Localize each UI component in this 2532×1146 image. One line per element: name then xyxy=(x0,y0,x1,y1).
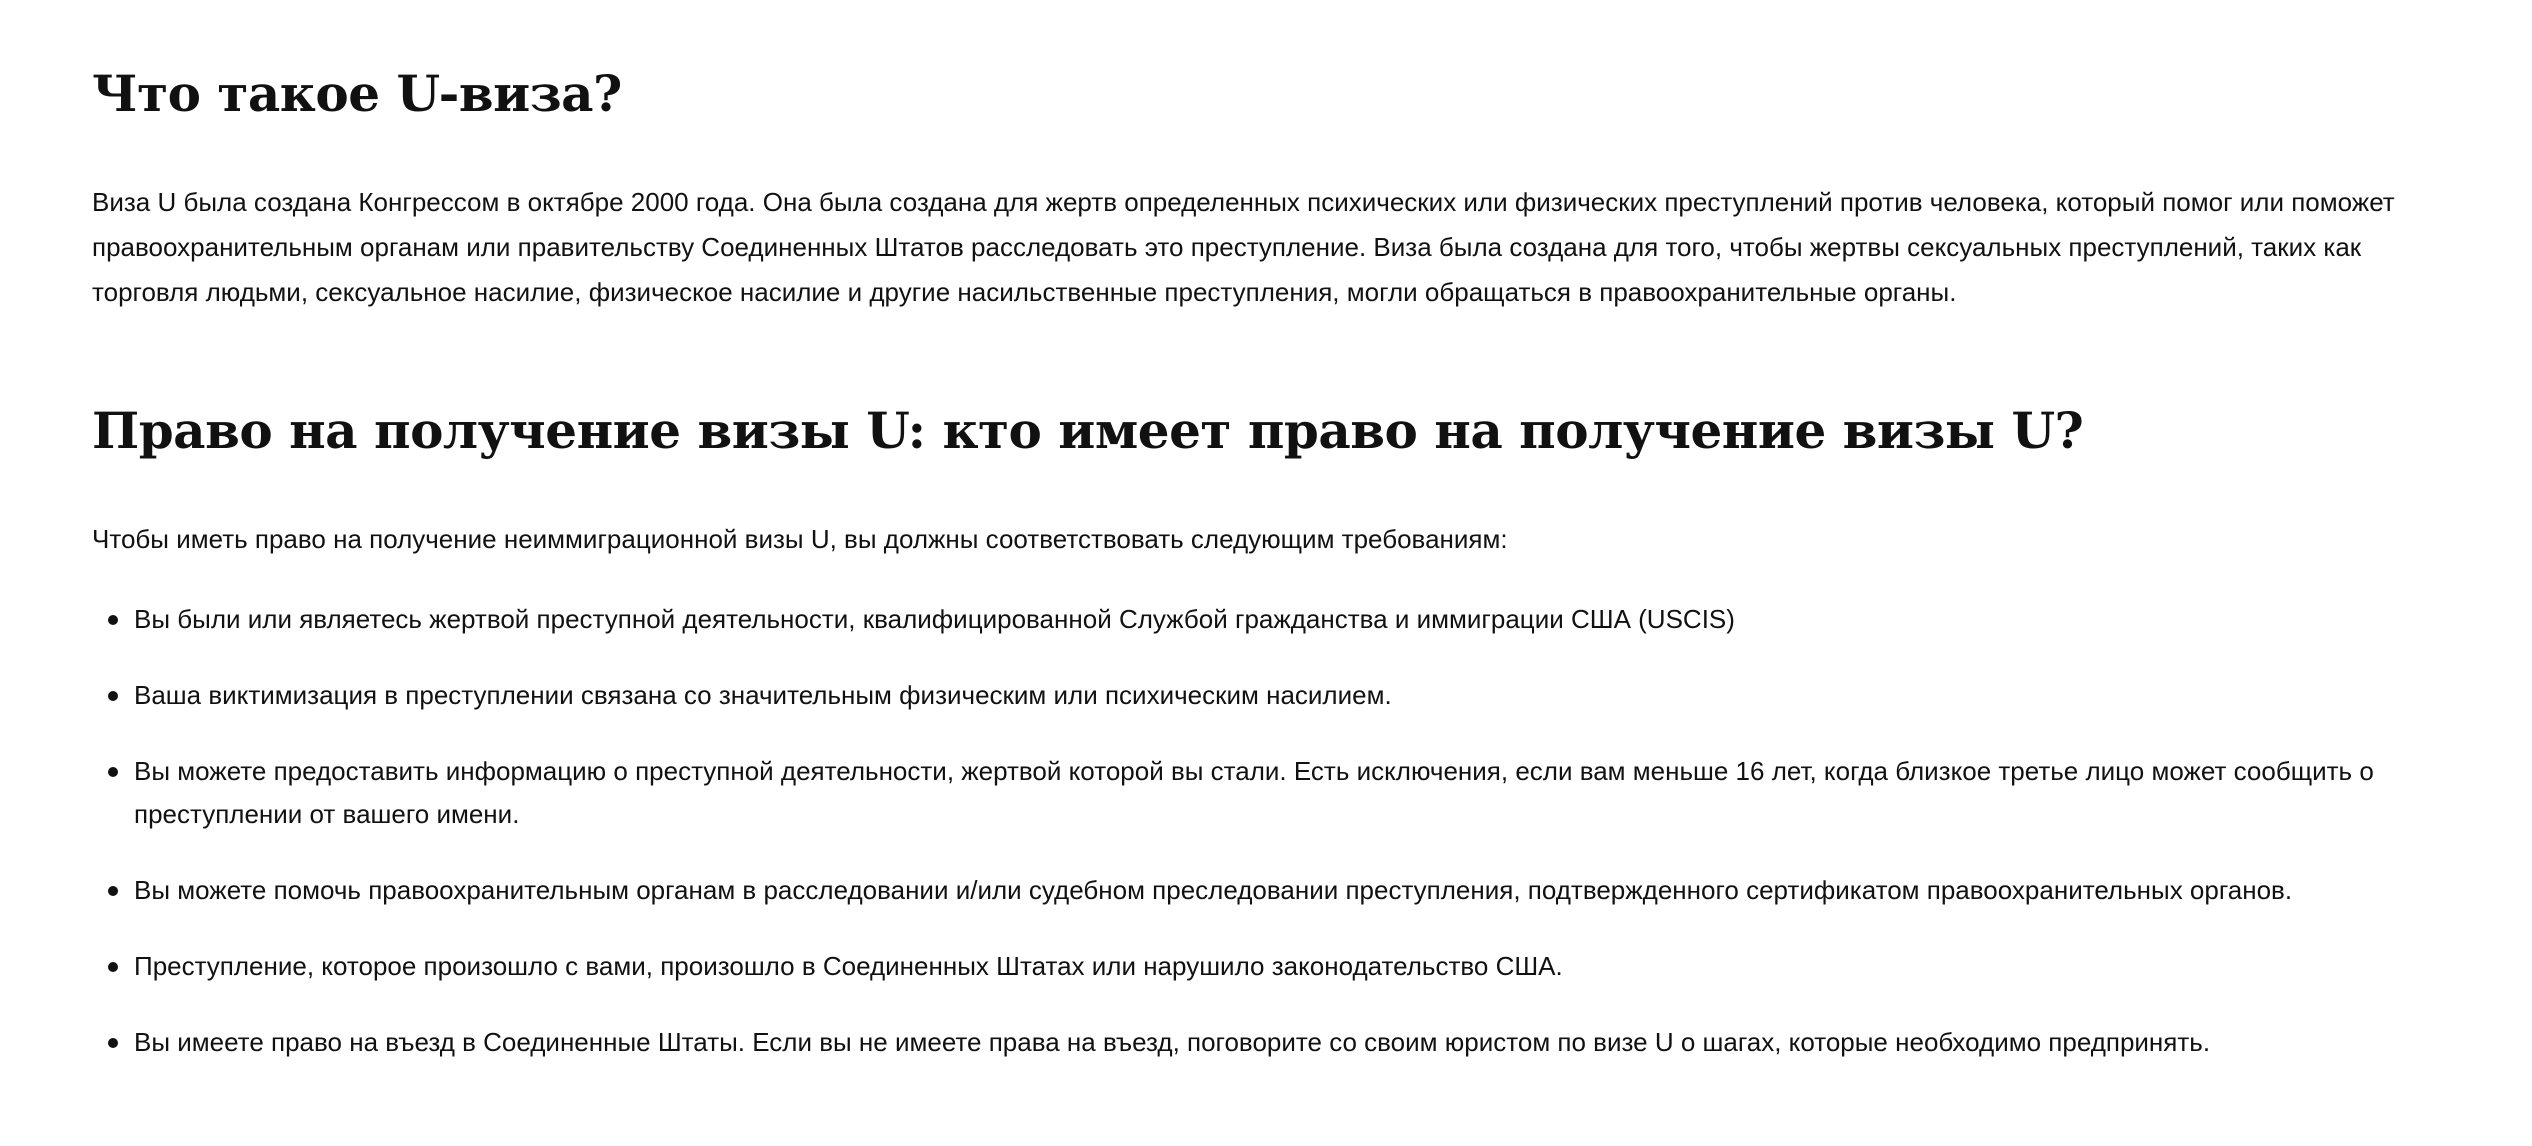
requirements-list xyxy=(92,598,2472,1064)
list-item-text: Ваша виктимизация в преступлении связана со значительным физическим или психическим насилием. xyxy=(134,680,1392,710)
bullet-icon xyxy=(108,615,118,625)
list-item-text: Вы были или являетесь жертвой преступной деятельности, квалифицированной Службой гражданства и иммиграции США (USCIS) xyxy=(134,604,1735,634)
list-item xyxy=(92,869,2472,912)
article-content xyxy=(92,58,2472,1097)
bullet-icon xyxy=(108,886,118,896)
section-heading-eligibility: Право на получение визы U: кто имеет право на получение визы U? xyxy=(92,401,2084,460)
list-item xyxy=(92,674,2472,717)
list-item xyxy=(92,945,2472,988)
list-item-text: Преступление, которое произошло с вами, произошло в Соединенных Штатах или нарушило законодательство США. xyxy=(134,951,1563,981)
bullet-icon xyxy=(108,691,118,701)
list-item-text: Вы имеете право на въезд в Соединенные Штаты. Если вы не имеете права на въезд, поговорите со своим юристом по визе U о шагах, которые необходимо предпринять. xyxy=(134,1027,2211,1057)
list-item xyxy=(92,750,2472,836)
bullet-icon xyxy=(108,1038,118,1048)
intro-paragraph: Виза U была создана Конгрессом в октябре 2000 года. Она была создана для жертв определенных психических или физических преступлений против человека, который помог или поможет правоохранительным органам или правительству Соединенных Штатов расследовать это преступление. Виза была создана для того, чтобы жертвы сексуальных преступлений, таких как торговля людьми, сексуальное насилие, физическое насилие и другие насильственные преступления, могли обращаться в правоохранительные органы. xyxy=(92,187,2395,307)
section-heading-what-is-u-visa: Что такое U-виза? xyxy=(92,64,622,123)
list-item xyxy=(92,1021,2472,1064)
list-item xyxy=(92,598,2472,641)
list-item-text: Вы можете помочь правоохранительным органам в расследовании и/или судебном преследовании преступления, подтвержденного сертификатом правоохранительных органов. xyxy=(134,875,2293,905)
bullet-icon xyxy=(108,962,118,972)
list-item-text: Вы можете предоставить информацию о преступной деятельности, жертвой которой вы стали. Есть исключения, если вам меньше 16 лет, когда близкое третье лицо может сообщить о преступлении от вашего имени. xyxy=(134,756,2374,829)
bullet-icon xyxy=(108,767,118,777)
eligibility-paragraph: Чтобы иметь право на получение неиммиграционной визы U, вы должны соответствовать следующим требованиям: xyxy=(92,524,1508,554)
